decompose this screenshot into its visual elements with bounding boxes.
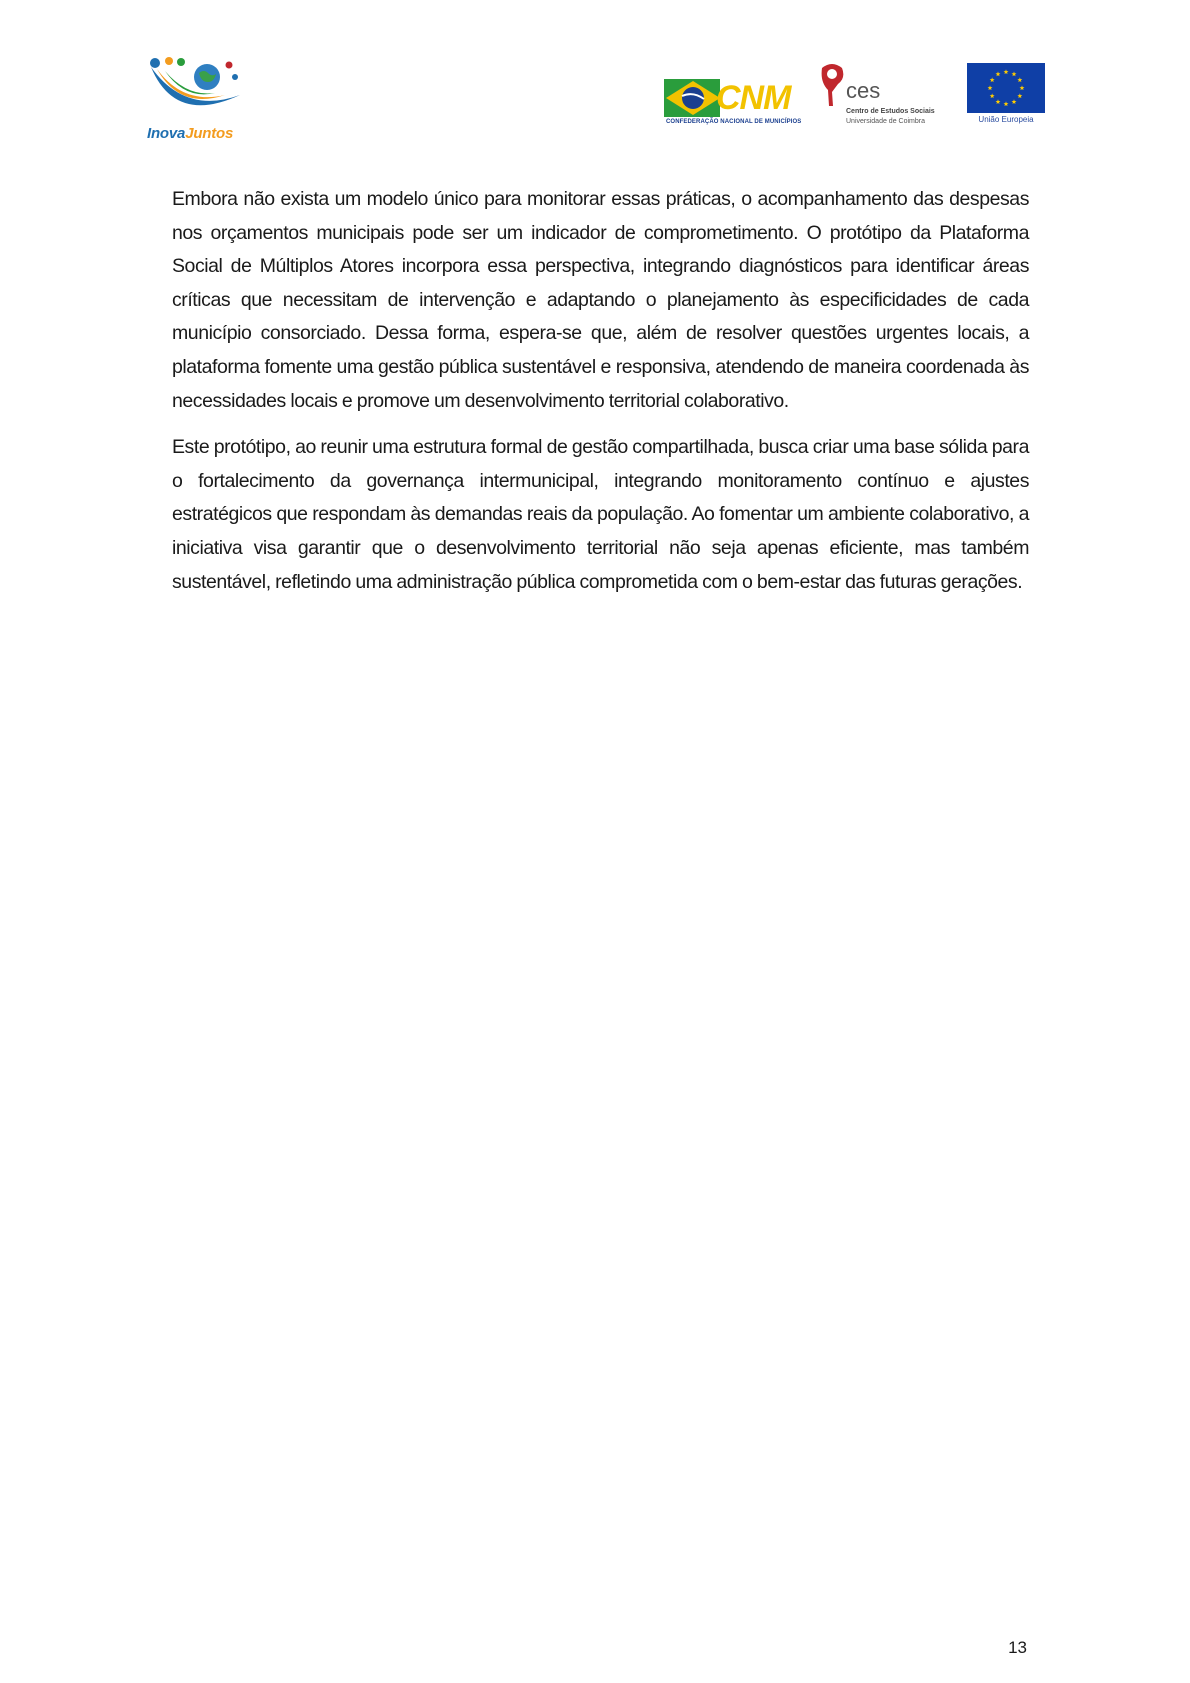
paragraph: Embora não exista um modelo único para monitorar essas práticas, o acompanhamento das despesas nos orçamentos municipais pode ser um indicador de comprometimento. O protótipo da Plataforma Social de Múltiplos Atores incorpora essa perspectiva, integrando diagnósticos para identificar áreas críticas que necessitam de intervenção e adaptando o planejamento às especificidades de cada município consorciado. Dessa forma, espera-se que, além de resolver questões urgentes locais, a plataforma fomente uma gestão pública sustentável e responsiva, atendendo de maneira coordenada às necessidades locais e promove um desenvolvimento territorial colaborativo.	[172, 188, 1029, 412]
eu-flag-icon	[967, 63, 1045, 113]
page-header	[0, 0, 1190, 160]
ces-wordmark: ces	[846, 78, 881, 103]
ces-emblem-icon	[818, 62, 846, 110]
paragraph: Este protótipo, ao reunir uma estrutura formal de gestão compartilhada, busca criar uma base sólida para o fortalecimento da governança intermunicipal, integrando monitoramento contínuo e ajustes estratégicos que respondam às demandas reais da população. Ao fomentar um ambiente colaborativo, a iniciativa visa garantir que o desenvolvimento territorial não seja apenas eficiente, mas também sustentável, refletindo uma administração pública comprometida com o bem-estar das futuras gerações.	[172, 436, 1029, 593]
eu-label: União Europeia	[978, 115, 1034, 124]
ces-university: Universidade de Coimbra	[846, 118, 925, 125]
inova-juntos-wordmark: InovaJuntos	[147, 125, 234, 142]
ces-logo	[818, 60, 948, 130]
inova-juntos-logo	[145, 55, 255, 145]
cnm-subtitle: CONFEDERAÇÃO NACIONAL DE MUNICÍPIOS	[666, 119, 802, 125]
document-body	[172, 183, 1029, 612]
eu-flag-logo	[967, 63, 1045, 127]
cnm-wordmark: CNM	[716, 79, 791, 117]
ces-name: Centro de Estudos Sociais	[846, 108, 935, 115]
cnm-logo	[664, 75, 802, 130]
inova-juntos-emblem-icon	[145, 55, 255, 125]
page-number: 13	[1008, 1638, 1027, 1657]
brazil-flag-icon	[664, 75, 722, 119]
